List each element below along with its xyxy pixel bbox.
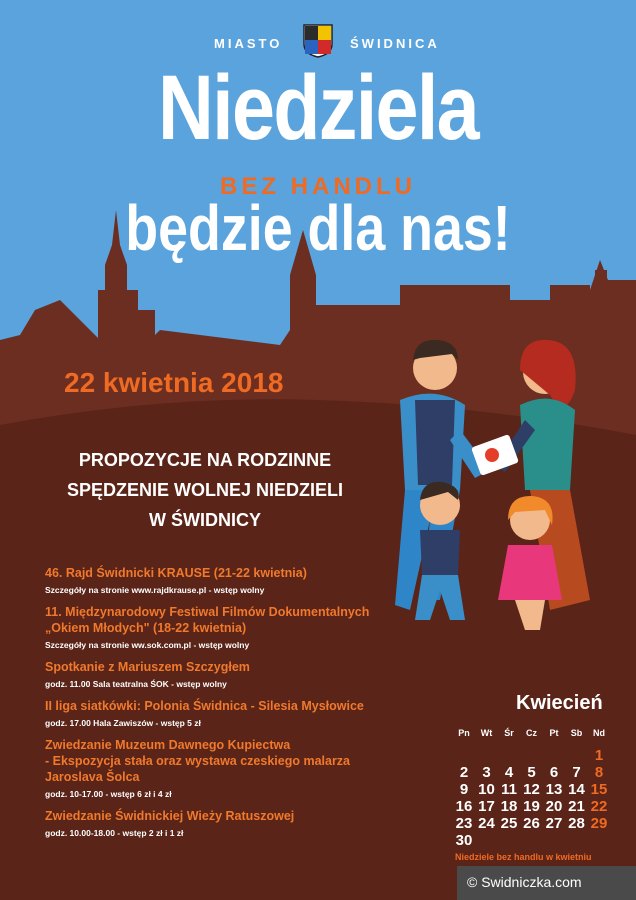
calendar-day: 27 bbox=[545, 815, 563, 832]
calendar-day: 20 bbox=[545, 798, 563, 815]
event-detail: godz. 17.00 Hala Zawiszów - wstęp 5 zł bbox=[45, 718, 201, 728]
event-detail: godz. 10-17.00 - wstęp 6 zł i 4 zł bbox=[45, 789, 172, 799]
calendar-day: 23 bbox=[455, 815, 473, 832]
calendar-day: 11 bbox=[501, 781, 517, 798]
calendar-day: 13 bbox=[545, 781, 563, 798]
event-title: Zwiedzanie Świdnickiej Wieży Ratuszowej bbox=[45, 809, 295, 823]
calendar-day: 12 bbox=[523, 781, 540, 798]
weekday-label: Pn bbox=[458, 728, 470, 738]
weekday-label: Śr bbox=[504, 728, 514, 738]
calendar-day: 17 bbox=[478, 798, 495, 815]
city-crest-icon bbox=[303, 24, 333, 58]
weekday-label: Wt bbox=[480, 728, 493, 738]
event-title: Spotkanie z Mariuszem Szczygłem bbox=[45, 660, 250, 674]
subtitle-line: SPĘDZENIE WOLNEJ NIEDZIELI bbox=[66, 480, 344, 500]
calendar-day: 5 bbox=[527, 764, 536, 781]
weekday-label: Cz bbox=[526, 728, 537, 738]
calendar-day: 1 bbox=[594, 747, 604, 764]
subtitle-line: W ŚWIDNICY bbox=[149, 510, 261, 530]
calendar-day: 25 bbox=[500, 815, 518, 832]
event-item bbox=[45, 698, 425, 729]
calendar-day: 4 bbox=[504, 764, 514, 781]
event-title: 46. Rajd Świdnicki KRAUSE (21-22 kwietnia) bbox=[45, 566, 307, 580]
event-item bbox=[45, 565, 425, 596]
calendar-day: 19 bbox=[523, 798, 540, 815]
header-city-name: ŚWIDNICA bbox=[350, 36, 440, 51]
calendar-day: 18 bbox=[500, 798, 518, 815]
event-title: II liga siatkówki: Polonia Świdnica - Silesia Mysłowice bbox=[45, 699, 364, 713]
event-detail: godz. 11.00 Sala teatralna ŚOK - wstęp wolny bbox=[45, 679, 227, 689]
title-bez-handlu: BEZ HANDLU bbox=[220, 173, 416, 200]
event-item bbox=[45, 737, 425, 800]
calendar-day: 21 bbox=[568, 798, 585, 815]
weekday-label: Pt bbox=[549, 728, 559, 738]
calendar-day: 29 bbox=[590, 815, 608, 832]
calendar-day: 26 bbox=[523, 815, 540, 832]
event-item bbox=[45, 808, 425, 839]
calendar-day: 24 bbox=[478, 815, 495, 832]
calendar-note: Niedziele bez handlu w kwietniu bbox=[455, 852, 592, 862]
calendar-day: 9 bbox=[459, 781, 469, 798]
calendar-day: 6 bbox=[549, 764, 559, 781]
header-city-label: MIASTO bbox=[214, 36, 283, 51]
event-title: - Ekspozycja stała oraz wystawa czeskiego malarza bbox=[45, 754, 351, 768]
calendar-day: 15 bbox=[590, 781, 608, 798]
event-item bbox=[45, 659, 425, 690]
event-detail: godz. 10.00-18.00 - wstęp 2 zł i 1 zł bbox=[45, 828, 184, 838]
calendar-day: 10 bbox=[478, 781, 495, 798]
event-title: Jaroslava Šolca bbox=[45, 770, 140, 784]
calendar-day: 8 bbox=[594, 764, 604, 781]
weekday-label: Nd bbox=[593, 728, 605, 738]
calendar-day: 22 bbox=[590, 798, 608, 815]
watermark-text: © Swidniczka.com bbox=[467, 874, 582, 890]
event-title: Zwiedzanie Muzeum Dawnego Kupiectwa bbox=[45, 738, 291, 752]
calendar-day: 30 bbox=[455, 832, 473, 849]
calendar-day: 16 bbox=[455, 798, 473, 815]
event-list bbox=[45, 565, 425, 847]
calendar-day: 28 bbox=[568, 815, 585, 832]
event-detail: Szczegóły na stronie www.rajdkrause.pl - wstęp wolny bbox=[45, 585, 265, 595]
event-detail: Szczegóły na stronie ww.sok.com.pl - wstęp wolny bbox=[45, 640, 250, 650]
calendar-day: 2 bbox=[459, 764, 469, 781]
event-date: 22 kwietnia 2018 bbox=[64, 367, 284, 398]
event-item bbox=[45, 604, 425, 651]
event-title: „Okiem Młodych" (18-22 kwietnia) bbox=[45, 621, 247, 635]
calendar-day: 3 bbox=[482, 764, 491, 781]
title-bedzie-dla-nas: będzie dla nas! bbox=[125, 192, 511, 264]
subtitle-line: PROPOZYCJE NA RODZINNE bbox=[78, 450, 332, 470]
watermark bbox=[457, 866, 636, 900]
title-niedziela: Niedziela bbox=[158, 57, 478, 159]
calendar-day: 7 bbox=[572, 764, 581, 781]
calendar-day: 14 bbox=[568, 781, 585, 798]
subtitle-block bbox=[35, 445, 375, 535]
event-title: 11. Międzynarodowy Festiwal Filmów Dokumentalnych bbox=[45, 605, 370, 619]
calendar-month: Kwiecień bbox=[516, 692, 603, 714]
weekday-label: Sb bbox=[570, 728, 583, 738]
